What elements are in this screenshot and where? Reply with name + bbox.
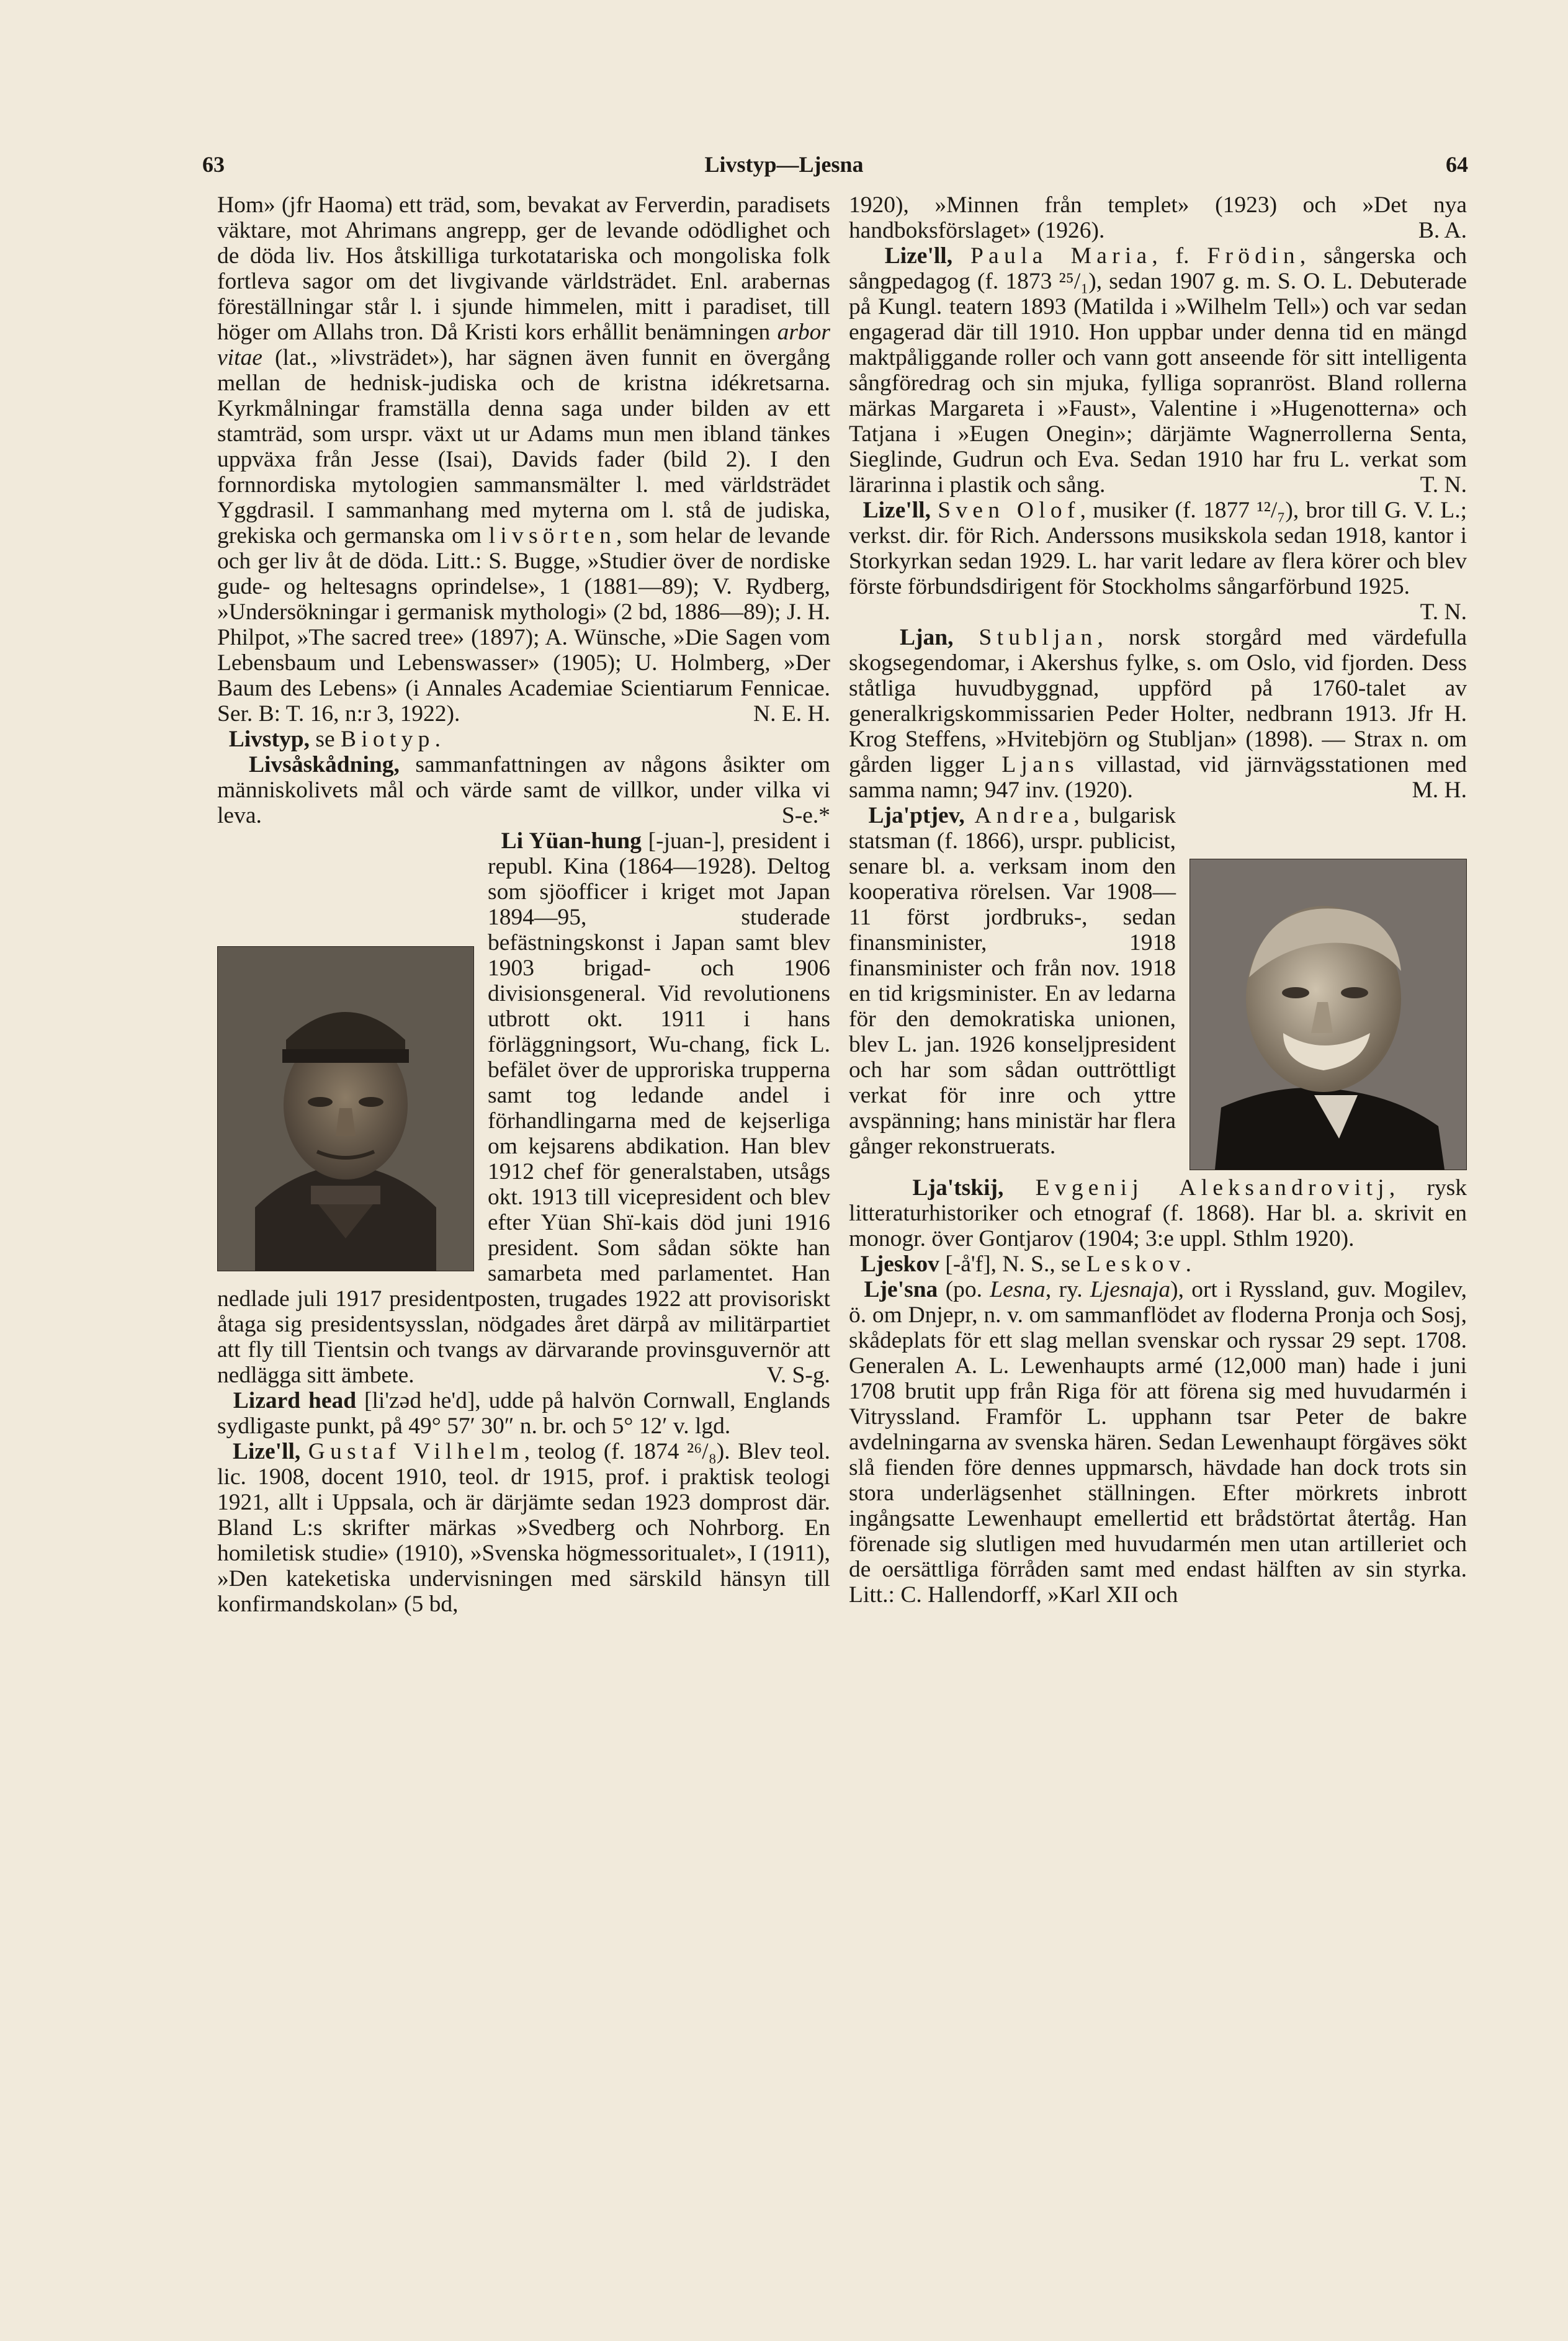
signature: S-e.* xyxy=(781,803,830,828)
entry-lizell-gustaf-cont xyxy=(849,192,1467,243)
headword: Lize'll, xyxy=(232,1439,301,1464)
spaced-name: Stubljan xyxy=(979,625,1098,650)
spaced-name: Andrea xyxy=(974,803,1074,828)
entry-text: , teolog (f. 1874 ²⁶/₈). Blev teol. lic. 1908, docent 1910, teol. dr 1915, prof. i praktisk teologi 1921, allt i Uppsala, och är därjämte sedan 1923 domprost där. Bland L:s skrifter märkas »Svedberg och Nohrborg. En homiletisk studie» (1910), »Svenska högmessoritualet», I (1911), »Den kateketiska undervisningen med särskild hänsyn till konfirmandskolan» (5 bd, xyxy=(217,1439,831,1617)
portrait-image xyxy=(1190,859,1466,1170)
entry-ljatskij xyxy=(849,1175,1467,1251)
spaced-name: Evgenij Aleksandrovitj xyxy=(1035,1175,1389,1201)
italic-term: Ljesnaja xyxy=(1090,1277,1171,1302)
entry-text: , som helar de levande och ger liv åt de döda. Litt.: S. Bugge, »Studier över de nordiske gude- og heltesagns oprindelse», 1 (1881—89); V. Rydberg, »Undersökningar i germanisk mythologi» (2 bd, 1886—89); J. H. Philpot, »The sacred tree» (1897); A. Wünsche, »Die Sagen vom Lebensbaum und Lebenswasser» (1905); U. Holmberg, »Der Baum des Lebens» (i Annales Academiae Scientiarum Fennicae. Ser. B: T. 16, n:r 3, 1922). xyxy=(217,523,830,727)
entry-text: [-juan-], president i republ. Kina (1864—1928). Deltog som sjöofficer i kriget mot Japan 1894—95, studerade befästningskonst i Japan samt blev 1903 brigad- och 1906 divisionsgeneral. Vid revolutionens utbrott okt. 1911 i hans förläggningsort, Wu-chang, fick L. befälet över de upproriska trupperna samt tog ledande andel i förhandlingarna med de kejserliga om kejsarens abdikation. Han blev 1912 chef för generalstaben, utsågs okt. 1913 till vicepresident och blev efter Yüan Shï-kais död juni 1916 president. Som sådan sökte han samarbeta med parlamentet. Han nedlade juli 1917 presidentposten, trugades 1922 att provisoriskt åtaga sig presidentsysslan, nödgades året därpå av militärpartiet att fly till Tientsin och tvangs av därvarande provinsguvernör att nedlägga sitt ämbete. xyxy=(217,828,831,1388)
entry-text: [-å'f], N. S., se xyxy=(939,1251,1086,1277)
signature: B. A. xyxy=(1418,218,1467,243)
entry-text: ), ort i Ryssland, guv. Mogilev, ö. om Dnjepr, n. v. om sammanflödet av floderna Pronja och Sosj, skådeplats för ett slag mellan svenskar och ryssar 29 sept. 1708. Generalen A. L. Lewenhaupts armé (12,000 man) hade i juni 1708 brutit upp från Riga för att förena sig med huvudarmén i Vitryssland. Framför L. upphann tsar Peter de bakre avdelningarna av svenska hären. Sedan Lewenhaupt förgäves sökt slå fienden före dennes uppmarsch, hävdade han dock trots sin stora underlägsenhet ställningen. Efter mörkrets inbrott ingångsatte Lewenhaupt emellertid ett brådstörtat återtåg. Han förenade sig slutligen med huvudarmén men utan artilleriet och de oersättliga förråden samt med endast hälften av sin styrka. Litt.: C. Hallendorff, »Karl XII och xyxy=(849,1277,1467,1608)
entry-ljesna xyxy=(849,1277,1467,1608)
entry-lizell-paula xyxy=(849,243,1467,498)
entry-text: 1920), »Minnen från templet» (1923) och »Det nya handboksförslaget» (1926). xyxy=(849,192,1467,243)
entry-ljeskov xyxy=(849,1251,1467,1277)
signature: T. N. xyxy=(1420,599,1467,625)
headword: Livsåskådning, xyxy=(249,752,400,777)
entry-text: [li'zəd he'd], udde på halvön Cornwall, Englands sydligaste punkt, på 49° 57′ 30″ n. br. och 5° 12′ v. lgd. xyxy=(217,1388,830,1439)
running-title: Livstyp—Ljesna xyxy=(704,152,864,177)
entry-livsaskadning xyxy=(217,752,830,828)
headword: Lja'tskij, xyxy=(912,1175,1004,1201)
entry-text: sammanfattningen av någons åsikter om människolivets mål och värde samt de villkor, under vilka vi leva. xyxy=(217,752,831,828)
signature: T. N. xyxy=(1420,472,1467,498)
signature: M. H. xyxy=(1412,777,1467,803)
entry-text: villastad, vid järnvägsstationen med samma namn; 947 inv. (1920). xyxy=(849,752,1467,803)
entry-livstradet-cont xyxy=(217,192,830,727)
spaced-name: Frödin xyxy=(1207,243,1300,269)
page-number-right: 64 xyxy=(1446,152,1468,177)
entry-text: , f. xyxy=(1152,243,1207,269)
spaced-name: Gustaf Vilhelm xyxy=(308,1439,524,1464)
spaced-term: livsörten xyxy=(488,523,617,548)
entry-text: , ry. xyxy=(1045,1277,1090,1302)
page-number-left: 63 xyxy=(202,152,225,177)
entry-text: Hom» (jfr Haoma) ett träd, som, bevakat av Ferverdin, paradisets väktare, mot Ahrimans angrepp, ger de levande odödlighet och de döda liv. Hos åtskilliga turkotatariska och mongoliska folk fortleva sagor om det livgivande världsträdet. Enl. arabernas föreställningar står l. i sjunde himmelen, mitt i paradiset, till höger om Allahs tron. Då Kristi kors erhållit benämningen xyxy=(217,192,830,345)
entry-ljaptjev xyxy=(849,803,1467,1175)
entry-text: , norsk storgård med värdefulla skogsegendomar, i Akershus fylke, s. om Oslo, vid fjorden. Dess ståtliga huvudbyggnad, uppförd på 1760-talet av generalkrigskommissarien Peder Holter, nedbrann 1913. Jfr H. Krog Steffens, »Hvitebjörn og Stubljan» (1898). — Strax n. om gården ligger xyxy=(849,625,1467,777)
signature: N. E. H. xyxy=(753,701,830,727)
spaced-name: Sven Olof xyxy=(938,498,1080,523)
entry-text: , sångerska och sångpedagog (f. 1873 ²⁵/₁), sedan 1907 g. m. S. O. L. Debuterade på Kungl. teatern 1893 (Matilda i »Wilhelm Tell») och var sedan engagerad där till 1910. Hon uppbar under denna tid en mängd maktpåliggande roller och vann gott anseende för sitt intelligenta sångföredrag och sin mjuka, fylliga sopranröst. Bland rollerna märkas Margareta i »Faust», Valentine i »Hugenotterna» och Tatjana i »Eugen Onegin»; därjämte Wagnerrollerna Senta, Sieglinde, Gudrun och Eva. Sedan 1910 har fru L. verkat som lärarinna i plastik och sång. xyxy=(849,243,1467,498)
cross-reference: Leskov xyxy=(1086,1251,1186,1277)
headword: Livstyp, xyxy=(228,727,310,752)
entry-text: , rysk litteraturhistoriker och etnograf (f. 1868). Har bl. a. skrivit en monogr. över Gontjarov (1904; 3:e uppl. Sthlm 1920). xyxy=(849,1175,1467,1251)
entry-ljan xyxy=(849,625,1467,803)
headword: Lizard head xyxy=(233,1388,357,1413)
portrait-li-yuan-hung xyxy=(217,946,474,1271)
headword: Lize'll, xyxy=(884,243,953,269)
entry-lizell-sven xyxy=(849,498,1467,625)
italic-term: Lesna xyxy=(990,1277,1046,1302)
headword: Ljan, xyxy=(900,625,954,650)
left-column xyxy=(217,192,830,1617)
entry-li-yuan-hung xyxy=(217,828,830,1388)
entry-text: . xyxy=(1185,1251,1192,1277)
entry-lizard-head xyxy=(217,1388,830,1439)
signature: V. S-g. xyxy=(766,1363,830,1388)
page-header xyxy=(0,151,1568,189)
headword: Li Yüan-hung xyxy=(501,828,642,854)
right-column xyxy=(849,192,1467,1608)
headword: Ljeskov xyxy=(860,1251,939,1277)
headword: Lize'll, xyxy=(862,498,931,523)
entry-text: (po. xyxy=(938,1277,990,1302)
cross-reference: Biotyp xyxy=(341,727,435,752)
entry-livstyp xyxy=(217,727,830,752)
headword: Lja'ptjev, xyxy=(868,803,965,828)
headword: Lje'sna xyxy=(864,1277,938,1302)
entry-text: , musiker (f. 1877 ¹²/₇), bror till G. V. L.; verkst. dir. för Rich. Anderssons musikskola sedan 1918, kantor i Storkyrkan sedan 1929. L. har varit ledare av flera körer och blev förste förbundsdirigent för Stockholms sångarförbund 1925. xyxy=(849,498,1467,599)
portrait-image xyxy=(218,947,473,1271)
entry-text: (lat., »livsträdet»), har sägnen även funnit en övergång mellan de hednisk-judiska och de kristna idékretsarna. Kyrkmålningar framställa denna saga under bilden av ett stamträd, som urspr. växt ut ur Adams mun men ibland tänkes uppväxa från Jesse (Isai), Davids fader (bild 2). I den fornnordiska mytologien sammansmälter l. med världsträdet Yggdrasil. I sammanhang med myterna om l. stå de judiska, grekiska och germanska om xyxy=(217,345,830,548)
spaced-name: Paula Maria xyxy=(970,243,1152,269)
entry-text: . xyxy=(434,727,441,752)
portrait-ljaptjev xyxy=(1189,859,1467,1170)
entry-text: se xyxy=(310,727,341,752)
italic-term: arbor vitae xyxy=(217,320,830,370)
entry-text: , bulgarisk statsman (f. 1866), urspr. publicist, senare bl. a. verksam inom den kooperativa rörelsen. Var 1908—11 först jordbruks-, sedan finansminister, 1918 finansminister och från nov. 1918 en tid krigsminister. En av ledarna för den demokratiska unionen, blev L. jan. 1926 konseljpresident och har som sådan outtröttligt verkat för inre och yttre avspänning; hans ministär har flera gånger rekonstruerats. xyxy=(849,803,1176,1159)
entry-lizell-gustaf xyxy=(217,1439,830,1617)
spaced-name: Ljans xyxy=(1001,752,1079,777)
